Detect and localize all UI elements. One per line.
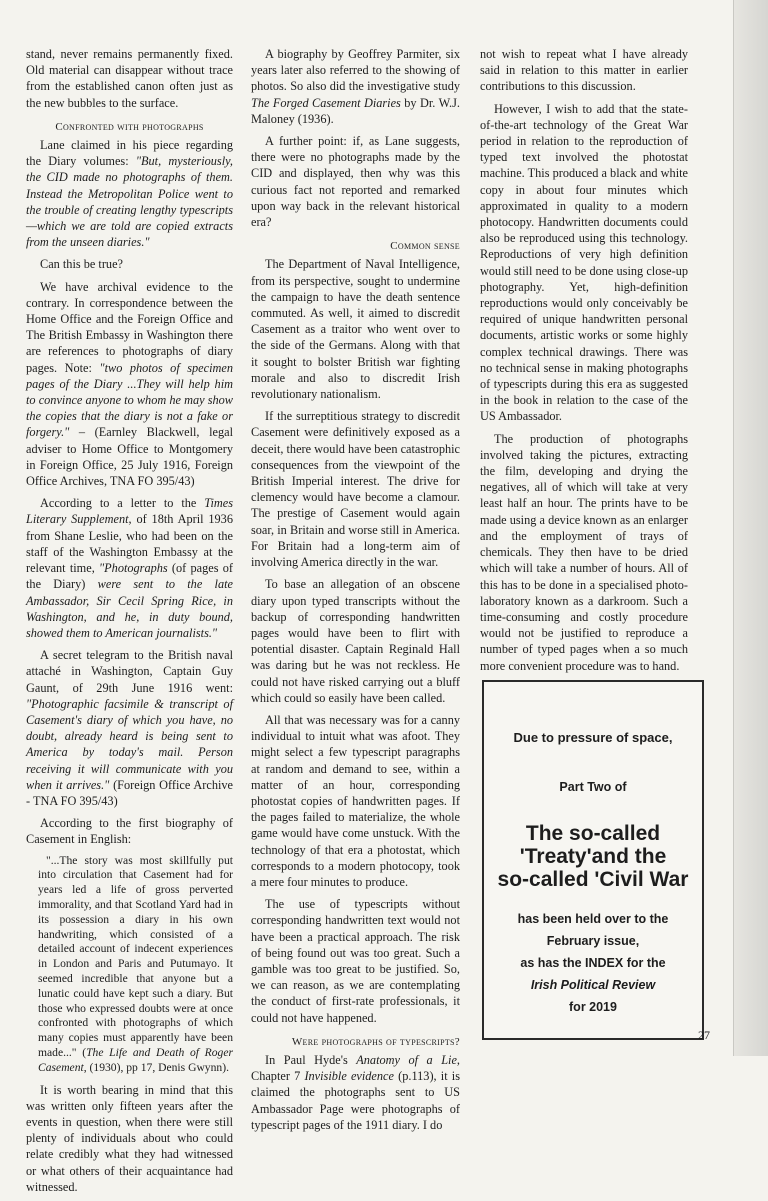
notice-title-line-1: The so-called [525, 822, 661, 845]
heading-photographs-of-typescripts: Were photographs of typescripts? [291, 1035, 460, 1048]
paragraph-use-of-typescripts: The use of typescripts without corresponding handwritten text would not have been a practical approach. The risk of being found out was too great. Such a gamble was too great to be justified. So, we can reason, as we are contemplating the conduct of first-rate professionals, it could not have happened. [251, 897, 460, 1025]
paragraph-first-biography: According to the first biography of Casement in English: [26, 816, 233, 847]
paragraph-lane: Lane claimed in his piece regarding the Diary volumes: "But, mysteriously, the CID made no photographs of them. Instead the Metropolitan Police went to the trouble of creating lengthy typescripts—which we are told are copied extracts from the unseen diaries." [26, 138, 233, 250]
notice-title-line-2: 'Treaty'and the [519, 845, 667, 868]
paragraph-archival-evidence: We have archival evidence to the contrary. In correspondence between the Home Office and the Foreign Office and The British Embassy in Washington there are references to photographs of diary pages. Note: "two photos of specimen pages of the Diary ...They will help him to convince anyone to whom he may show the copies that the diary is not a fake or forgery." – (Earnley Blackwell, legal adviser to Home Office to Montgomery in Foreign Office, 25 July 1916, Foreign Office Archives, TNA FO 395/43) [26, 279, 233, 489]
notice-line-held-over: has been held over to the [517, 912, 669, 926]
notice-line-part-two: Part Two of [559, 780, 627, 794]
notice-details [484, 908, 702, 1018]
paragraph-production: The production of photographs involved taking the pictures, extracting the film, developing and drying the negatives, all of which will take at very least half an hour. The prints have to be made using a device known as an enlarger and the employment of trays of chemicals. They then have to be dried which will take a number of hours. All of this has to be done in a specialised photo-laboratory known as a darkroom. Such a time-consuming and costly procedure would not be justified to reproduce a number of typed pages when a so much more convenient procedure was to hand. [480, 431, 688, 673]
heading-common-sense: Common sense [390, 240, 460, 253]
block-quote-gwynn: "...The story was most skillfully put into circulation that Casement had for years led a life of gross perverted immorality, and that Scotland Yard had in its possession a diary in his own handwriting, which consisted of a detailed account of indecent experiences in London and Paris and Putumayo. It seemed incredible that anyone but a lunatic could have kept such a diary. But those who expressed doubts were at once confronted with photographs of which many copies must apparently have been made..." (The Life and Death of Roger Casement, (1930), pp 17, Denis Gwynn). [38, 853, 233, 1074]
paragraph-worth-bearing: It is worth bearing in mind that this was written only fifteen years after the events in question, when there were still plenty of individuals about who could relate credibly what they had witnessed or what others of their acquaintance had witnessed. [26, 1082, 233, 1194]
page-number: 27 [698, 1028, 710, 1042]
paragraph-secret-telegram: A secret telegram to the British naval attaché in Washington, Captain Guy Gaunt, of 29th June 1916 went: "Photographic facsimile & transcript of Casement's diary of which you have, no doubt, already heard is being sent to America by today's mail. Person receiving it will communicate with you when it arrives." (Foreign Office Archive - TNA FO 395/43) [26, 648, 233, 808]
paragraph-can-this-be-true: Can this be true? [40, 257, 123, 272]
heading-confronted-with-photographs: Confronted with photographs [55, 120, 204, 133]
paragraph-hyde: In Paul Hyde's Anatomy of a Lie, Chapter 7 Invisible evidence (p.113), it is claimed the photographs sent to US Ambassador Page were photographs of typescript pages of the 1911 diary. I do [251, 1052, 461, 1132]
paragraph-tls-letter: According to a letter to the Times Literary Supplement, of 18th April 1936 from Shane Leslie, who had been on the staff of the Washington Embassy at the relevant time, "Photographs (of pages of the Diary) were sent to the late Ambassador, Sir Cecil Spring Rice, in Washington, and he, in duty bound, showed them to American journalists." [26, 496, 233, 640]
notice-line-pressure: Due to pressure of space, [513, 730, 673, 745]
paragraph-however: However, I wish to add that the state-of-the-art technology of the Great War period in relation to the reproduction of typed text involved the photostat machine. This produced a black and white copy in about four minutes which approximated in quality to a modern photocopy. Handwritten documents could also be reproduced using this technology. Reproductions of very high definition would still need to be done using close-up photography. Yet, high-definition reproductions would only conceivably be required of unique handwritten personal documents, artistic works or some highly complex technical drawings. There was no technical sense in making photographs of typescripts during this era as suggested in the book in relation to the case of the US Ambassador. [480, 101, 688, 424]
paragraph-further-point: A further point: if, as Lane suggests, there were no photographs made by the CID and displayed, then why was this curious fact not reported and remarked upon way back in the relevant historical era? [251, 134, 460, 230]
paragraph-continued: not wish to repeat what I have already said in relation to this matter in earlier contributions to this discussion. [480, 47, 688, 94]
paragraph-naval-intelligence: The Department of Naval Intelligence, from its perspective, sought to undermine the campaign to have the death sentence commuted. As well, it aimed to discredit Casement as a traitor who went over to the side of the Germans. Along with that it sought to bolster British war fighting morale and also to discredit Irish revolutionary nationalism. [251, 257, 460, 402]
paragraph-parmiter: A biography by Geoffrey Parmiter, six years later also referred to the showing of photos. So also did the investigative study The Forged Casement Diaries by Dr. W.J. Maloney (1936). [251, 47, 460, 126]
notice-line-february: February issue, [546, 934, 640, 948]
notice-line-review: Irish Political Review [530, 978, 656, 992]
paragraph-canny-individual: All that was necessary was for a canny individual to intuit what was afoot. They might select a few typescript paragraphs at random and demand to see, within a matter of an hour, corresponding photostat copies of handwritten pages. If the pages failed to materialize, the whole game would have come unstuck. With the technology of that era a photostat, which corresponds to a modern photocopy, took a mere four minutes to produce. [251, 712, 460, 889]
notice-line-year: for 2019 [569, 1000, 617, 1014]
paragraph-intro: stand, never remains permanently fixed. Old material can disappear without trace from the established canon often just as the new bubbles to the surface. [26, 47, 233, 110]
paragraph-allegation: To base an allegation of an obscene diary upon typed transcripts without the backup of corresponding handwritten pages would have been to flirt with potential disaster. Captain Reginald Hall was daring but he was not reckless. He could not have risked carrying out a bluff which could so easily have been called. [251, 577, 460, 705]
column-1 [26, 46, 233, 1201]
notice-box [482, 680, 704, 1040]
column-2 [251, 46, 460, 1139]
page-edge-shadow [733, 0, 768, 1056]
paragraph-surreptitious: If the surreptitious strategy to discredit Casement were definitively exposed as a deceit, there would have been catastrophic consequences from the viewpoint of the British Imperial interest. The drive for clemency would have become a clamour. The prestige of Casement would again soar, in Britain and worse still in America. For Britain had a long-term aim of involving America directly in the war. [251, 409, 460, 570]
notice-title-line-3: so-called 'Civil War [497, 868, 689, 891]
notice-line-index: as has the INDEX for the [520, 956, 666, 970]
column-3 [480, 46, 688, 724]
notice-title [484, 822, 702, 891]
